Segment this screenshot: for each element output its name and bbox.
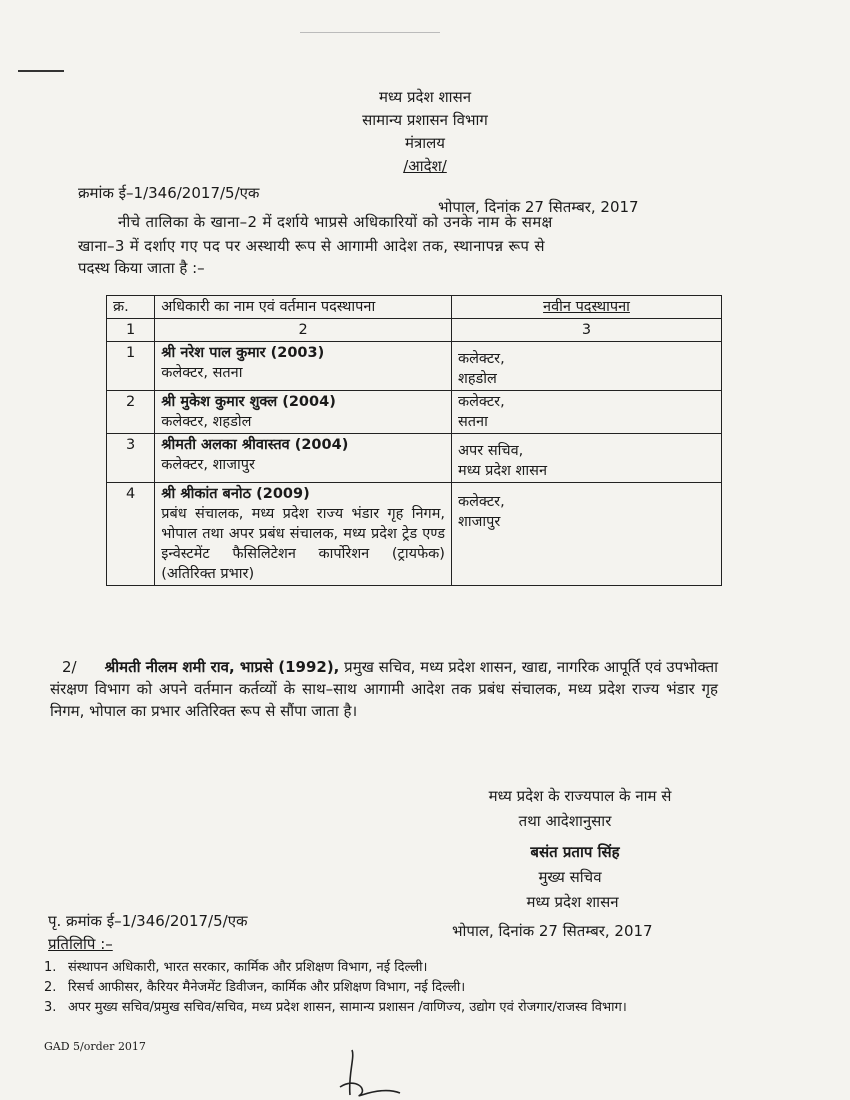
- scan-mark: [18, 70, 64, 72]
- row-sno: 2: [107, 391, 155, 434]
- officer-current-posting: कलेक्टर, शाजापुर: [161, 457, 255, 473]
- order-place-date: भोपाल, दिनांक 27 सितम्बर, 2017: [438, 198, 639, 216]
- officer-name: श्री मुकेश कुमार शुक्ल (2004): [161, 394, 336, 410]
- row-new-posting: [451, 342, 721, 391]
- table-row: [107, 391, 722, 434]
- table-row: [107, 483, 722, 586]
- row-officer: [155, 342, 452, 391]
- row-sno: 3: [107, 434, 155, 483]
- copy-number: 3.: [44, 1000, 57, 1015]
- signatory-designation: मुख्य सचिव: [538, 868, 602, 886]
- table-row: [107, 434, 722, 483]
- new-posting-line-2: मध्य प्रदेश शासन: [457, 463, 547, 479]
- copy-label: [48, 934, 113, 954]
- table-header-row: [107, 296, 722, 319]
- copy-text: संस्थापन अधिकारी, भारत सरकार, कार्मिक और प्रशिक्षण विभाग, नई दिल्ली।: [68, 960, 428, 975]
- signature-authority-line: मध्य प्रदेश के राज्यपाल के नाम से: [488, 787, 672, 805]
- header-officer: अधिकारी का नाम एवं वर्तमान पदस्थापना: [155, 296, 452, 319]
- officer-current-posting: कलेक्टर, शहडोल: [161, 414, 252, 430]
- new-posting-line-1: कलेक्टर,: [457, 394, 505, 410]
- header-department: सामान्य प्रशासन विभाग: [362, 111, 488, 129]
- new-posting-line-1: अपर सचिव,: [457, 443, 524, 459]
- header-sno: क्र.: [107, 296, 155, 319]
- order-number: क्रमांक ई–1/346/2017/5/एक: [78, 184, 260, 202]
- copy-number: 2.: [44, 980, 57, 995]
- officer-name: श्री श्रीकांत बनोठ (2009): [161, 486, 310, 502]
- new-posting-line-1: कलेक्टर,: [457, 351, 505, 367]
- endorsement-place-date: भोपाल, दिनांक 27 सितम्बर, 2017: [452, 922, 653, 940]
- new-posting-line-2: सतना: [457, 414, 488, 430]
- signature-order-line: तथा आदेशानुसार: [518, 812, 612, 830]
- list-item: [44, 958, 704, 978]
- intro-line-2: खाना–3 में दर्शाए गए पद पर अस्थायी रूप से आगामी आदेश तक, स्थानापन्न रूप से: [78, 237, 545, 255]
- header-order-title: [0, 155, 850, 178]
- intro-line-3: पदस्थ किया जाता है :–: [78, 259, 205, 277]
- list-item: [44, 978, 704, 998]
- scan-mark: [300, 32, 440, 33]
- officer-current-posting: कलेक्टर, सतना: [161, 365, 243, 381]
- row-officer: [155, 483, 452, 586]
- order-title: /आदेश/: [403, 157, 447, 175]
- copy-text: रिसर्च आफीसर, कैरियर मैनेजमेंट डिवीजन, कार्मिक और प्रशिक्षण विभाग, नई दिल्ली।: [68, 980, 466, 995]
- row-sno: 4: [107, 483, 155, 586]
- header-ministry: मंत्रालय: [404, 134, 445, 152]
- col-number-1: 1: [107, 319, 155, 342]
- row-sno: 1: [107, 342, 155, 391]
- officer-name: श्री नरेश पाल कुमार (2003): [161, 345, 325, 361]
- paragraph-2-number: 2/: [62, 658, 77, 676]
- endorsement-number: पृ. क्रमांक ई–1/346/2017/5/एक: [48, 912, 248, 930]
- table-column-number-row: [107, 319, 722, 342]
- table-row: [107, 342, 722, 391]
- new-posting-line-1: कलेक्टर,: [457, 494, 505, 510]
- officer-current-posting: प्रबंध संचालक, मध्य प्रदेश राज्य भंडार गृह निगम, भोपाल तथा अपर प्रबंध संचालक, मध्य प्रदेश ट्रेड एण्ड इन्वेस्टमेंट फैसिलिटेशन कार्पोरेशन (ट्रायफेक) (अतिरिक्त प्रभार): [161, 506, 445, 582]
- row-new-posting: [451, 483, 721, 586]
- header-govt: मध्य प्रदेश शासन: [378, 88, 472, 106]
- list-item: [44, 998, 704, 1018]
- copy-list: [44, 958, 704, 1018]
- row-officer: [155, 434, 452, 483]
- paragraph-2-text: प्रमुख सचिव, मध्य प्रदेश शासन, खाद्य, नागरिक आपूर्ति एवं उपभोक्ता संरक्षण विभाग को अपने वर्तमान कर्तव्यों के साथ–साथ आगामी आदेश तक प्रबंध संचालक, मध्य प्रदेश राज्य भंडार गृह निगम, भोपाल का प्रभार अतिरिक्त रूप से सौंपा जाता है।: [50, 658, 719, 720]
- copy-text: अपर मुख्य सचिव/प्रमुख सचिव/सचिव, मध्य प्रदेश शासन, सामान्य प्रशासन /वाणिज्य, उद्योग एवं रोजगार/राजस्व विभाग।: [68, 1000, 627, 1015]
- col-number-3: 3: [451, 319, 721, 342]
- copy-number: 1.: [44, 960, 57, 975]
- officer-name: श्रीमती अलका श्रीवास्तव (2004): [161, 437, 349, 453]
- copy-label-text: प्रतिलिपि :–: [48, 935, 113, 953]
- row-new-posting: [451, 434, 721, 483]
- new-posting-line-2: शाजापुर: [457, 514, 501, 530]
- header-new-posting: [451, 296, 721, 319]
- new-posting-line-2: शहडोल: [457, 371, 497, 387]
- intro-line-1: नीचे तालिका के खाना–2 में दर्शाये भाप्रसे अधिकारियों को उनके नाम के समक्ष: [118, 213, 553, 231]
- handwritten-signature: [330, 1045, 420, 1100]
- signatory-office: मध्य प्रदेश शासन: [526, 893, 619, 911]
- posting-table: [106, 295, 722, 586]
- paragraph-2: [50, 656, 718, 722]
- footer-reference-code: GAD 5/order 2017: [44, 1040, 146, 1053]
- signature-block: [440, 784, 720, 915]
- header-new-posting-label: नवीन पदस्थापना: [543, 299, 630, 315]
- row-officer: [155, 391, 452, 434]
- row-new-posting: [451, 391, 721, 434]
- signatory-name: बसंत प्रताप सिंह: [530, 843, 620, 861]
- col-number-2: 2: [155, 319, 452, 342]
- paragraph-2-officer: श्रीमती नीलम शमी राव, भाप्रसे (1992),: [104, 658, 340, 676]
